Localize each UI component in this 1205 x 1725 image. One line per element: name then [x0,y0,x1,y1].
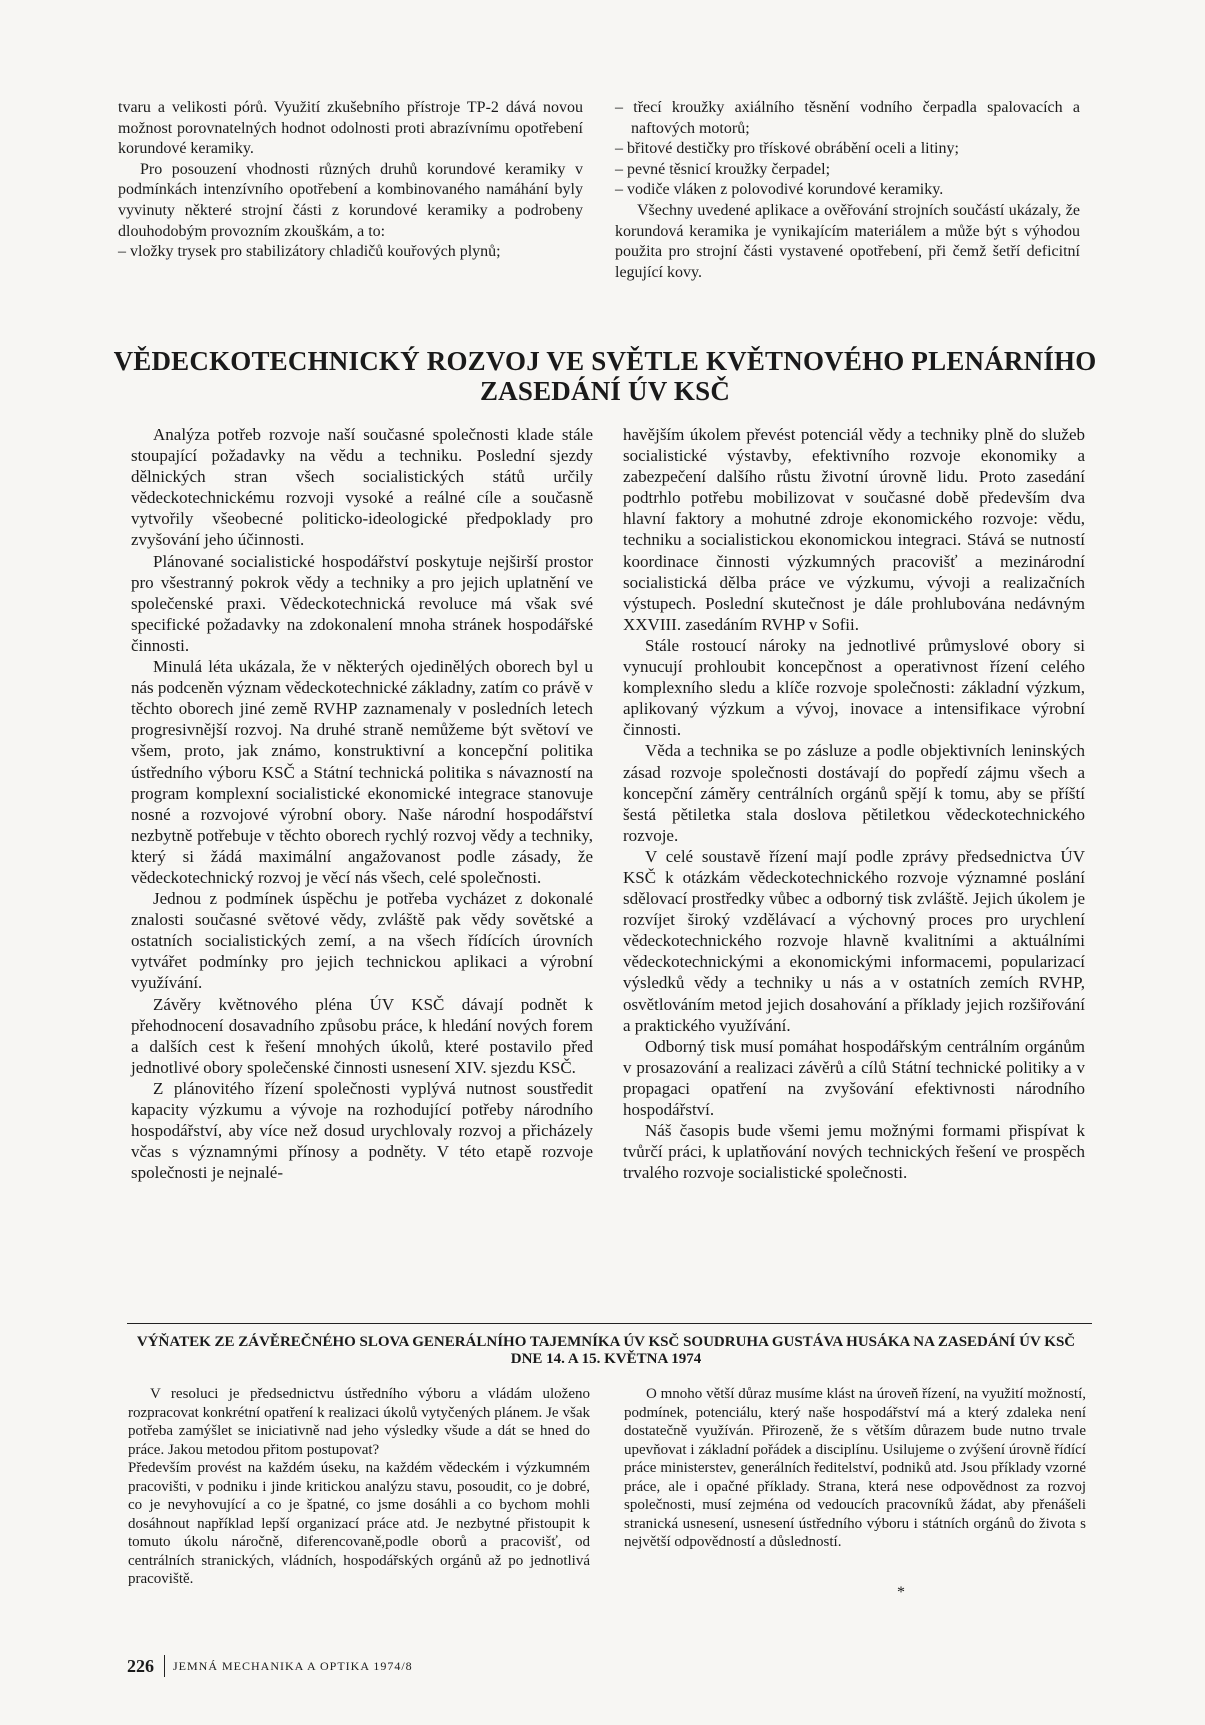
paragraph: O mnoho větší důraz musíme klást na úroveň řízení, na využití možností, podmínek, potenciálu, který naše hospodářství má a který zdaleka není dostatečně využíván. Přirozeně, že s větším důrazem bude nutno trvale upevňovat i základní pořádek a disciplínu. Usilujeme o zvýšení úrovně řídící práce ministerstev, generálních ředitelství, podniků atd. Jsou příklady vzorné práce, ale i opačné příklady. Strana, která nese odpovědnost za rozvoj společnosti, musí zejména od vedoucích pracovníků žádat, aby přenášeli stranická usnesení, usnesení ústředního výboru i státních orgánů do života s největší odpovědností a důsledností. [624,1386,1086,1550]
extract-title: VÝŇATEK ZE ZÁVĚREČNÉHO SLOVA GENERÁLNÍHO TAJEMNÍKA ÚV KSČ SOUDRUHA GUSTÁVA HUSÁKA NA ZASEDÁNÍ ÚV KSČ DNE 14. A 15. KVĚTNA 1974 [136,1334,1076,1367]
paragraph: – vodiče vláken z polovodivé korundové keramiky. [615,181,944,199]
article-title: VĚDECKOTECHNICKÝ ROZVOJ VE SVĚTLE KVĚTNOVÉHO PLENÁRNÍHO ZASEDÁNÍ ÚV KSČ [113,346,1097,406]
extract-left-column [128,1385,590,1589]
paragraph: Stále rostoucí nároky na jednotlivé průmyslové obory si vynucují prohloubit koncepčnost a operativnost řízení celého komplexního sledu a klíče rozvoje společnosti: základní výzkum, aplikovaný výzkum a vývoj, inovace a intensifikace výrobní činnosti. [623,635,1085,740]
paragraph: Odborný tisk musí pomáhat hospodářským centrálním orgánům v prosazování a realizaci závěrů a cílů Státní technické politiky a v propagaci opatření na zvyšování efektivnosti národního hospodářství. [623,1036,1085,1119]
paragraph: Pro posouzení vhodnosti různých druhů korundové keramiky v podmínkách intenzívního opotřebení a kombinovaného namáhání byly vyvinuty některé strojní části z korundové keramiky a podrobeny dlouhodobým provozním zkouškám, a to: [118,160,583,240]
paragraph: Z plánovitého řízení společnosti vyplývá nutnost soustředit kapacity výzkumu a vývoje na rozhodující potřeby národního hospodářství, aby více než dosud urychlovaly rozvoj a přicházely včas s významnými přínosy a podněty. V této etapě rozvoje společnosti je nejnalé- [131,1078,593,1183]
page-footer [127,1655,413,1677]
extract-columns [128,1385,1086,1589]
extract-right-column [624,1385,1086,1589]
top-right-column [615,98,1080,283]
paragraph: havějším úkolem převést potenciál vědy a techniky plně do služeb socialistické výstavby, efektivního rozvoje ekonomiky a zabezpečení dalšího růstu životní úrovně lidu. Proto zasedání podtrhlo potřebu mobilizovat v současné době především dva hlavní faktory a mohutné zdroje ekonomického rozvoje: vědu, techniku a socialistickou ekonomickou integraci. Stává se nutností koordinace činnosti výzkumných pracovišť a mezinárodní socialistická dělba práce ve výzkumu, vývoji a realizačních výstupech. Poslední skutečnost je dále prohlubována nedávným XXVIII. zasedáním RVHP v Sofii. [623,425,1085,634]
footer-separator [164,1655,165,1677]
article-left-column [131,424,593,1183]
article-columns [131,424,1085,1183]
paragraph: – vložky trysek pro stabilizátory chladičů kouřových plynů; [118,243,501,261]
paragraph: Závěry květnového pléna ÚV KSČ dávají podnět k přehodnocení dosavadního způsobu práce, k hledání nových forem a dalších cest k řešení mnohých úkolů, které postavilo před jednotlivé obory společenské činnosti usnesení XIV. sjezdu KSČ. [131,994,593,1077]
paragraph: V celé soustavě řízení mají podle zprávy předsednictva ÚV KSČ k otázkám vědeckotechnického rozvoje významné poslání sdělovací prostředky vůbec a odborný tisk zvláště. Jejich úkolem je rozvíjet široký vzdělávací a výchovný proces pro urychlení vědeckotechnického rozvoje hlavně kvalitními a aktuálními vědeckotechnickými a ekonomickými informacemi, popularizací výsledků vědy a techniky u nás a v ostatních zemích RVHP, osvětlováním metod jejich dosahování a příklady jejich rozšiřování a praktického využívání. [623,846,1085,1035]
paragraph: Všechny uvedené aplikace a ověřování strojních součástí ukázaly, že korundová keramika je vynikajícím materiálem a může být s výhodou použita pro strojní části vystavené opotřebení, při čemž šetří deficitní legující kovy. [615,201,1080,281]
article-right-column [623,424,1085,1183]
paragraph: Především provést na každém úseku, na každém vědeckém i výzkumném pracovišti, v podniku i jinde kritickou analýzu stavu, posoudit, co je dobré, co je nevyhovující a co je špatné, co jsme dosáhli a co bychom mohli dosáhnout například lepší organizací práce atd. Je nezbytné přistoupit k tomuto úkolu náročně, diferencovaně,podle oborů a pracovišť, od centrálních stranických, vládních, hospodářských orgánů až po jednotlivá pracoviště. [128,1460,590,1587]
section-divider [127,1323,1092,1324]
paragraph: Plánované socialistické hospodářství poskytuje nejširší prostor pro všestranný pokrok vědy a techniky a pro jejich uplatnění ve společenské praxi. Vědeckotechnická revoluce má však své specifické požadavky na zdokonalení mnoha stránek hospodářské činnosti. [131,551,593,655]
paragraph: Věda a technika se po zásluze a podle objektivních leninských zásad rozvoje společnosti dostávají do popředí zájmu všech a koncepční záměry centrálních orgánů spějí k tomu, aby se příští šestá pětiletka stala doslova pětiletkou vědeckotechnického rozvoje. [623,741,1085,845]
end-mark: * [897,1584,905,1601]
paragraph: – třecí kroužky axiálního těsnění vodního čerpadla spalovacích a naftových motorů; [615,99,1080,137]
paragraph: – pevné těsnicí kroužky čerpadel; [615,160,831,178]
paragraph: Jednou z podmínek úspěchu je potřeba vycházet z dokonalé znalosti současné světové vědy, zvláště pak vědy sovětské a ostatních socialistických zemí, a na všech řídících úrovních vytvářet podmínky pro jejich technickou aplikaci a výrobní využívání. [131,889,593,993]
top-columns [118,98,1080,283]
journal-name: JEMNÁ MECHANIKA A OPTIKA 1974/8 [173,1658,413,1673]
paragraph: tvaru a velikosti pórů. Využití zkušebního přístroje TP-2 dává novou možnost porovnatelných hodnot odolnosti proti abrazívnímu opotřebení korundové keramiky. [118,99,583,158]
paragraph: V resoluci je předsednictvu ústředního výboru a vládám uloženo rozpracovat konkrétní opatření k realizaci úkolů vytyčených plánem. Je však potřeba zamýšlet se iniciativně nad jeho výsledky všude a dát se hned do práce. Jakou metodou přitom postupovat? [128,1386,590,1458]
paragraph: Náš časopis bude všemi jemu možnými formami přispívat k tvůrčí práci, k uplatňování nových technických řešení ve prospěch trvalého rozvoje socialistické společnosti. [623,1121,1085,1183]
paragraph: Analýza potřeb rozvoje naší současné společnosti klade stále stoupající požadavky na vědu a techniku. Poslední sjezdy dělnických stran všech socialistických států určily vědeckotechnickému rozvoji vysoké a reálné cíle a současně vytvořily všeobecné politicko-ideologické předpoklady pro zvyšování jeho účinnosti. [131,425,593,550]
paragraph: Minulá léta ukázala, že v některých ojedinělých oborech byl u nás podceněn význam vědeckotechnické základny, zatím co právě v těchto oborech jiné země RVHP zaznamenaly v posledních letech progresivnější rozvoj. Na druhé straně nemůžeme být světoví ve všem, proto, jak známo, konstruktivní a koncepční politika ústředního výboru KSČ a Státní technická politika s návazností na program komplexní socialistické ekonomické integrace stanovuje nosné a rozvojové výrobní obory. Naše národní hospodářství nezbytně potřebuje v těchto oborech rychlý rozvoj vědy a techniky, který si žádá maximální angažovanost podle zásady, že vědeckotechnický rozvoj je věcí nás všech, celé společnosti. [131,657,593,887]
paragraph: – břitové destičky pro třískové obrábění oceli a litiny; [615,140,959,158]
top-left-column [118,98,583,283]
page-number: 226 [127,1655,154,1676]
